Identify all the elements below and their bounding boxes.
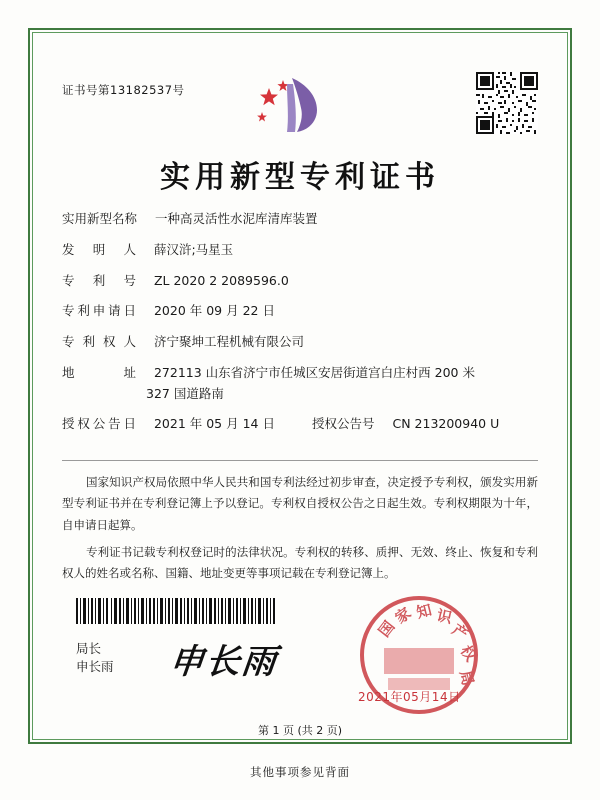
page-number: 第 1 页 (共 2 页): [257, 724, 343, 737]
legal-text: [62, 472, 538, 590]
grant-no-group: [312, 415, 538, 434]
footer-note: 其他事项参见背面: [250, 765, 350, 779]
grant-date-group: [62, 415, 312, 434]
svg-text:产: 产: [448, 620, 472, 644]
svg-text:国: 国: [374, 617, 399, 641]
signature-title: 局长: [76, 641, 102, 656]
field-row-inventor: [62, 241, 538, 260]
sipo-logo-icon: [243, 74, 335, 136]
field-row-address: [62, 364, 538, 404]
field-value-address-line2: 327 国道路南: [146, 385, 224, 401]
field-value-patentee: 济宁聚坤工程机械有限公司: [153, 334, 304, 349]
field-row-grant: [62, 415, 538, 434]
legal-paragraph-1: 国家知识产权局依照中华人民共和国专利法经过初步审查，决定授予专利权，颁发实用新型专利证书并在专利登记簿上予以登记。专利权自授权公告之日起生效。专利权期限为十年，自申请日起算。: [62, 475, 538, 532]
qr-code-icon: [476, 72, 538, 134]
field-value-inventor: 薛汉浒;马星玉: [153, 241, 234, 257]
signature-block: [76, 640, 114, 676]
field-label-name: 实用新型名称: [62, 211, 138, 226]
field-value-grant-no: CN 213200940 U: [392, 416, 500, 432]
field-value-address: 272113 山东省济宁市任城区安居街道宫白庄村西 200 米: [153, 364, 475, 380]
svg-text:局: 局: [456, 668, 478, 688]
handwritten-signature: 申长雨: [167, 642, 280, 682]
field-label-filing-date: 专利申请日: [62, 303, 136, 319]
field-label-grant-no: 授权公告号: [312, 416, 375, 432]
svg-text:知: 知: [414, 600, 434, 622]
field-label-patentee: 专 利 权 人: [62, 334, 136, 349]
field-value-name: 一种高灵活性水泥库清库装置: [154, 211, 318, 226]
field-value-patent-no: ZL 2020 2 2089596.0: [153, 272, 289, 288]
field-value-filing-date: 2020 年 09 月 22 日: [153, 303, 275, 319]
field-row-filing-date: [62, 302, 538, 321]
field-row-patent-no: [62, 272, 538, 291]
field-label-grant-date: 授权公告日: [62, 416, 136, 432]
field-row-name: [62, 210, 538, 229]
seal-date: 2021年05月14日: [358, 690, 461, 704]
signature-name: 申长雨: [76, 659, 114, 675]
page-title: 实用新型专利证书: [160, 160, 440, 195]
field-label-address: 地 址: [62, 364, 136, 380]
field-row-patentee: [62, 333, 538, 352]
legal-paragraph-2: 专利证书记载专利权登记时的法律状况。专利权的转移、质押、无效、终止、恢复和专利权人的姓名或名称、国籍、地址变更等事项记载在专利登记簿上。: [62, 544, 538, 581]
field-list: [62, 210, 538, 446]
svg-text:识: 识: [435, 606, 454, 628]
field-label-patent-no: 专 利 号: [62, 272, 136, 288]
certificate-number: 证书号第13182537号: [62, 83, 185, 97]
field-value-grant-date: 2021 年 05 月 14 日: [153, 416, 275, 432]
field-label-inventor: 发 明 人: [62, 241, 136, 257]
section-divider: [62, 460, 538, 461]
svg-text:权: 权: [456, 642, 481, 665]
svg-text:家: 家: [391, 603, 415, 628]
barcode-icon: [76, 598, 276, 624]
